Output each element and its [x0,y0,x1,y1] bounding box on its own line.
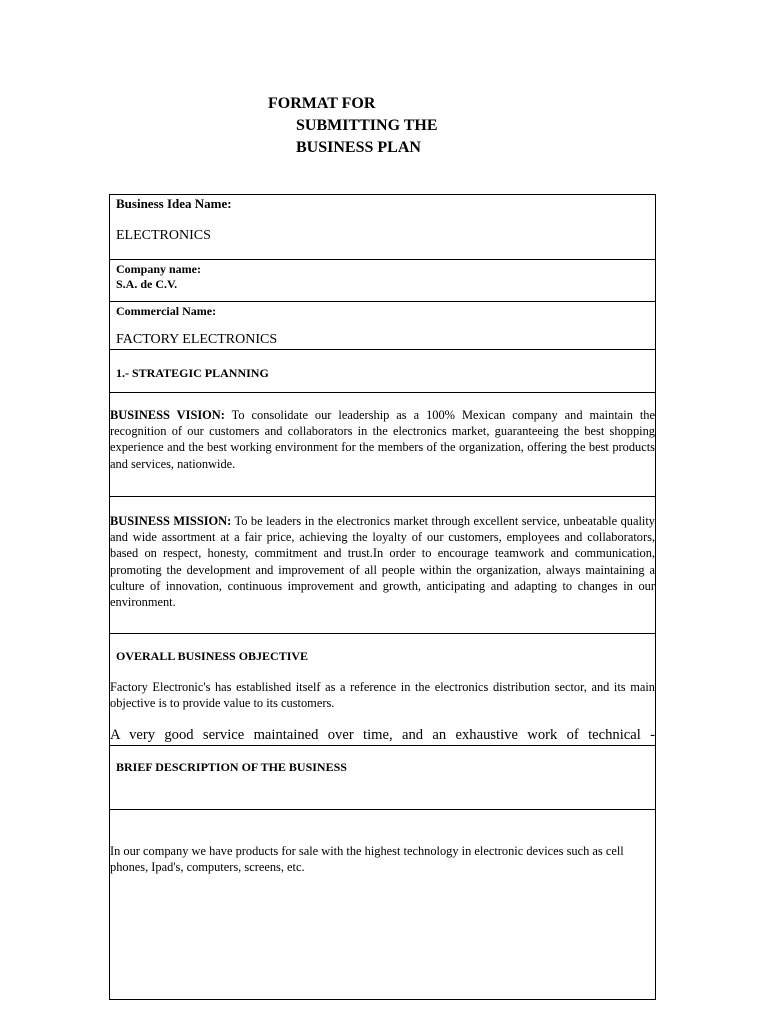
business-objective-cell [110,634,655,746]
business-vision-text: To consolidate our leadership as a 100% Mexican company and maintain the recognition of our customers and collaborators in the electronics market, guaranteeing the best shopping experience and the best working environment for the members of the organization, offering the best products and services, nationwide. [110,408,655,471]
business-description-heading: BRIEF DESCRIPTION OF THE BUSINESS [116,760,347,774]
commercial-name-value: FACTORY ELECTRONICS [116,332,278,347]
business-plan-form [109,194,656,1000]
strategic-planning-heading: 1.- STRATEGIC PLANNING [116,366,269,380]
business-mission-label: BUSINESS MISSION: [110,514,232,528]
page-title-line-3: BUSINESS PLAN [296,139,421,156]
business-mission-text: To be leaders in the electronics market through excellent service, unbeatable quality and wide assortment at a fair price, achieving the loyalty of our customers, employees and collaborators, based on respect, honesty, commitment and trust.In order to encourage teamwork and communication, promoting the development and improvement of all people within the organization, always maintaining a culture of innovation, continuous improvement and growth, anticipating and adapting to changes in our environment. [110,514,655,610]
commercial-name-label: Commercial Name: [116,304,217,318]
page-title-line-1: FORMAT FOR [268,95,376,112]
page-title-line-2: SUBMITTING THE [296,117,438,134]
business-vision-paragraph [110,407,655,472]
business-description-heading-cell [110,746,655,810]
commercial-name-cell [110,302,655,350]
business-objective-text-continued: A very good service maintained over time, and an exhaustive work of technical - [110,727,655,743]
strategic-planning-cell [110,350,655,393]
business-idea-label: Business Idea Name: [116,196,232,211]
business-description-text: In our company we have products for sale with the highest technology in electronic devices such as cell phones, Ipad's, computers, screens, etc. [110,844,624,875]
company-name-value: S.A. de C.V. [116,277,178,291]
business-idea-cell [110,195,655,260]
business-idea-value: ELECTRONICS [116,228,211,243]
company-name-label: Company name: [116,262,202,276]
business-description-cell [110,810,655,1000]
business-mission-paragraph [110,513,655,610]
business-objective-heading: OVERALL BUSINESS OBJECTIVE [116,649,309,663]
business-objective-text: Factory Electronic's has established itself as a reference in the electronics distribution sector, and its main objective is to provide value to its customers. [110,680,655,711]
business-vision-cell [110,393,655,497]
company-name-cell [110,260,655,302]
business-mission-cell [110,497,655,634]
business-vision-label: BUSINESS VISION: [110,408,225,422]
